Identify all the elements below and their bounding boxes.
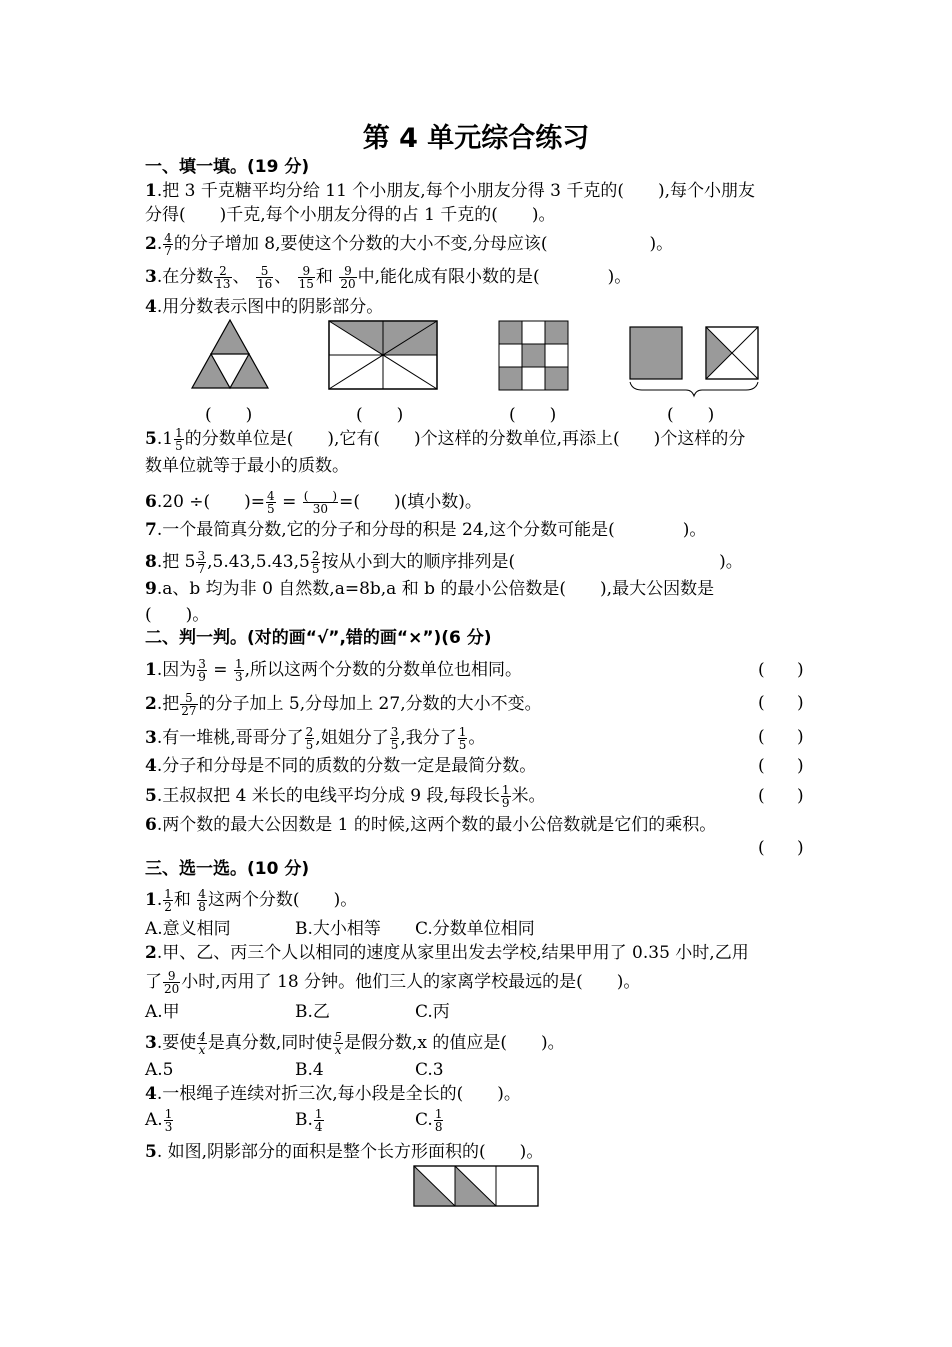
- question-6: 6.20 ÷( )= $\frac{4}{5}$ = ( ) 30 =( )(填小数)。: [145, 489, 482, 516]
- answer-blank[interactable]: ( ): [356, 405, 404, 425]
- judge-2: 2.把 $\frac{5}{27}$ 的分子加上 5,分母加上 27,分数的大小不变。: [145, 691, 542, 718]
- option-a[interactable]: A.甲: [145, 1002, 180, 1022]
- answer-blank[interactable]: ( ): [758, 786, 804, 806]
- option-a[interactable]: A. $\frac{1}{3}$: [145, 1107, 173, 1134]
- option-c[interactable]: C.丙: [415, 1002, 450, 1022]
- question-4: 4.用分数表示图中的阴影部分。: [145, 297, 384, 317]
- judge-5: 5.王叔叔把 4 米长的电线平均分成 9 段,每段长 $\frac{1}{9}$ 米。: [145, 783, 546, 810]
- option-c[interactable]: C.分数单位相同: [415, 919, 535, 939]
- question-1-line-1: 1.把 3 千克糖平均分给 11 个小朋友,每个小朋友分得 3 千克的( ),每个小朋友: [145, 181, 756, 201]
- question-7: 7.一个最简真分数,它的分子和分母的积是 24,这个分数可能是( )。: [145, 520, 707, 540]
- question-3: 3.在分数 $\frac{2}{13}$ 、 $\frac{5}{16}$ 、 $\frac{9}{15}$ 和 $\frac{9}{20}$ 中,能化成有限小数的是( )。: [145, 264, 632, 291]
- choice-4: 4.一根绳子连续对折三次,每小段是全长的( )。: [145, 1084, 521, 1104]
- triangle-figure: [190, 318, 270, 390]
- choice-3-options: [145, 1059, 444, 1081]
- choice-1-options: [145, 918, 535, 940]
- question-9-line-1: 9.a、b 均为非 0 自然数,a=8b,a 和 b 的最小公倍数是( ),最大公因数是: [145, 579, 715, 599]
- choice-4-options: [145, 1108, 444, 1133]
- answer-blank[interactable]: ( ): [205, 405, 253, 425]
- answer-blank[interactable]: ( ): [667, 405, 715, 425]
- option-a[interactable]: A.意义相同: [145, 919, 231, 939]
- answer-blank[interactable]: ( ): [509, 405, 557, 425]
- grid-figure: [498, 320, 570, 392]
- choice-2-line-2: 了 $\frac{9}{20}$ 小时,丙用了 18 分钟。他们三人的家离学校最远的是( )。: [145, 969, 641, 996]
- answer-blank[interactable]: ( ): [758, 838, 804, 858]
- answer-blank[interactable]: ( ): [758, 727, 804, 747]
- choice-5: 5. 如图,阴影部分的面积是整个长方形面积的( )。: [145, 1142, 544, 1162]
- question-9-line-2: ( )。: [145, 605, 210, 625]
- choice-3: 3.要使 $\frac{4}{x}$ 是真分数,同时使 $\frac{5}{x}$ 是假分数,x 的值应是( )。: [145, 1030, 565, 1057]
- section-2-heading: 二、判一判。(对的画“√”,错的画“×”)(6 分): [145, 628, 492, 648]
- answer-blank[interactable]: ( ): [758, 756, 804, 776]
- page-title: 第 4 单元综合练习: [362, 123, 590, 154]
- two-squares-figure: [628, 322, 760, 398]
- choice-2-options: [145, 1001, 450, 1023]
- question-8: 8.把 5 $\frac{3}{7}$ ,5.43,5.43,5 $\frac{2}{5}$ 按从小到大的顺序排列是( )。: [145, 549, 743, 576]
- answer-blank[interactable]: ( ): [758, 660, 804, 680]
- option-b[interactable]: B. $\frac{1}{4}$: [295, 1107, 323, 1134]
- choice-1: 1. $\frac{1}{2}$ 和 $\frac{4}{8}$ 这两个分数( )。: [145, 887, 358, 914]
- option-b[interactable]: B.4: [295, 1060, 324, 1080]
- question-5-line-1: 5.1 $\frac{1}{5}$ 的分数单位是( ),它有( )个这样的分数单位,再添上( )个这样的分: [145, 426, 746, 453]
- section-1-heading: 一、填一填。(19 分): [145, 157, 310, 177]
- choice-2-line-1: 2.甲、乙、丙三个人以相同的速度从家里出发去学校,结果甲用了 0.35 小时,乙用: [145, 943, 749, 963]
- question-1-line-2: 分得( )千克,每个小朋友分得的占 1 千克的( )。: [145, 205, 556, 225]
- judge-3: 3.有一堆桃,哥哥分了 $\frac{2}{5}$ ,姐姐分了 $\frac{3}{5}$ ,我分了 $\frac{1}{5}$ 。: [145, 725, 486, 752]
- rectangle-shaded-figure: [412, 1164, 540, 1208]
- judge-1: 1.因为 $\frac{3}{9}$ = $\frac{1}{3}$ ,所以这两个分数的分数单位也相同。: [145, 657, 522, 684]
- judge-4: 4.分子和分母是不同的质数的分数一定是最简分数。: [145, 756, 537, 776]
- option-c[interactable]: C. $\frac{1}{8}$: [415, 1107, 443, 1134]
- rectangle-sector-figure: [328, 320, 440, 392]
- question-5-line-2: 数单位就等于最小的质数。: [145, 456, 349, 476]
- judge-6: 6.两个数的最大公因数是 1 的时候,这两个数的最小公倍数就是它们的乘积。: [145, 815, 717, 835]
- option-c[interactable]: C.3: [415, 1060, 444, 1080]
- option-b[interactable]: B.乙: [295, 1002, 330, 1022]
- question-2: 2. $\frac{4}{7}$ 的分子增加 8,要使这个分数的大小不变,分母应该( )。: [145, 231, 674, 258]
- option-b[interactable]: B.大小相等: [295, 919, 381, 939]
- option-a[interactable]: A.5: [145, 1060, 174, 1080]
- section-3-heading: 三、选一选。(10 分): [145, 859, 310, 879]
- fraction: $\frac{4}{7}$: [164, 231, 172, 258]
- answer-blank[interactable]: ( ): [758, 693, 804, 713]
